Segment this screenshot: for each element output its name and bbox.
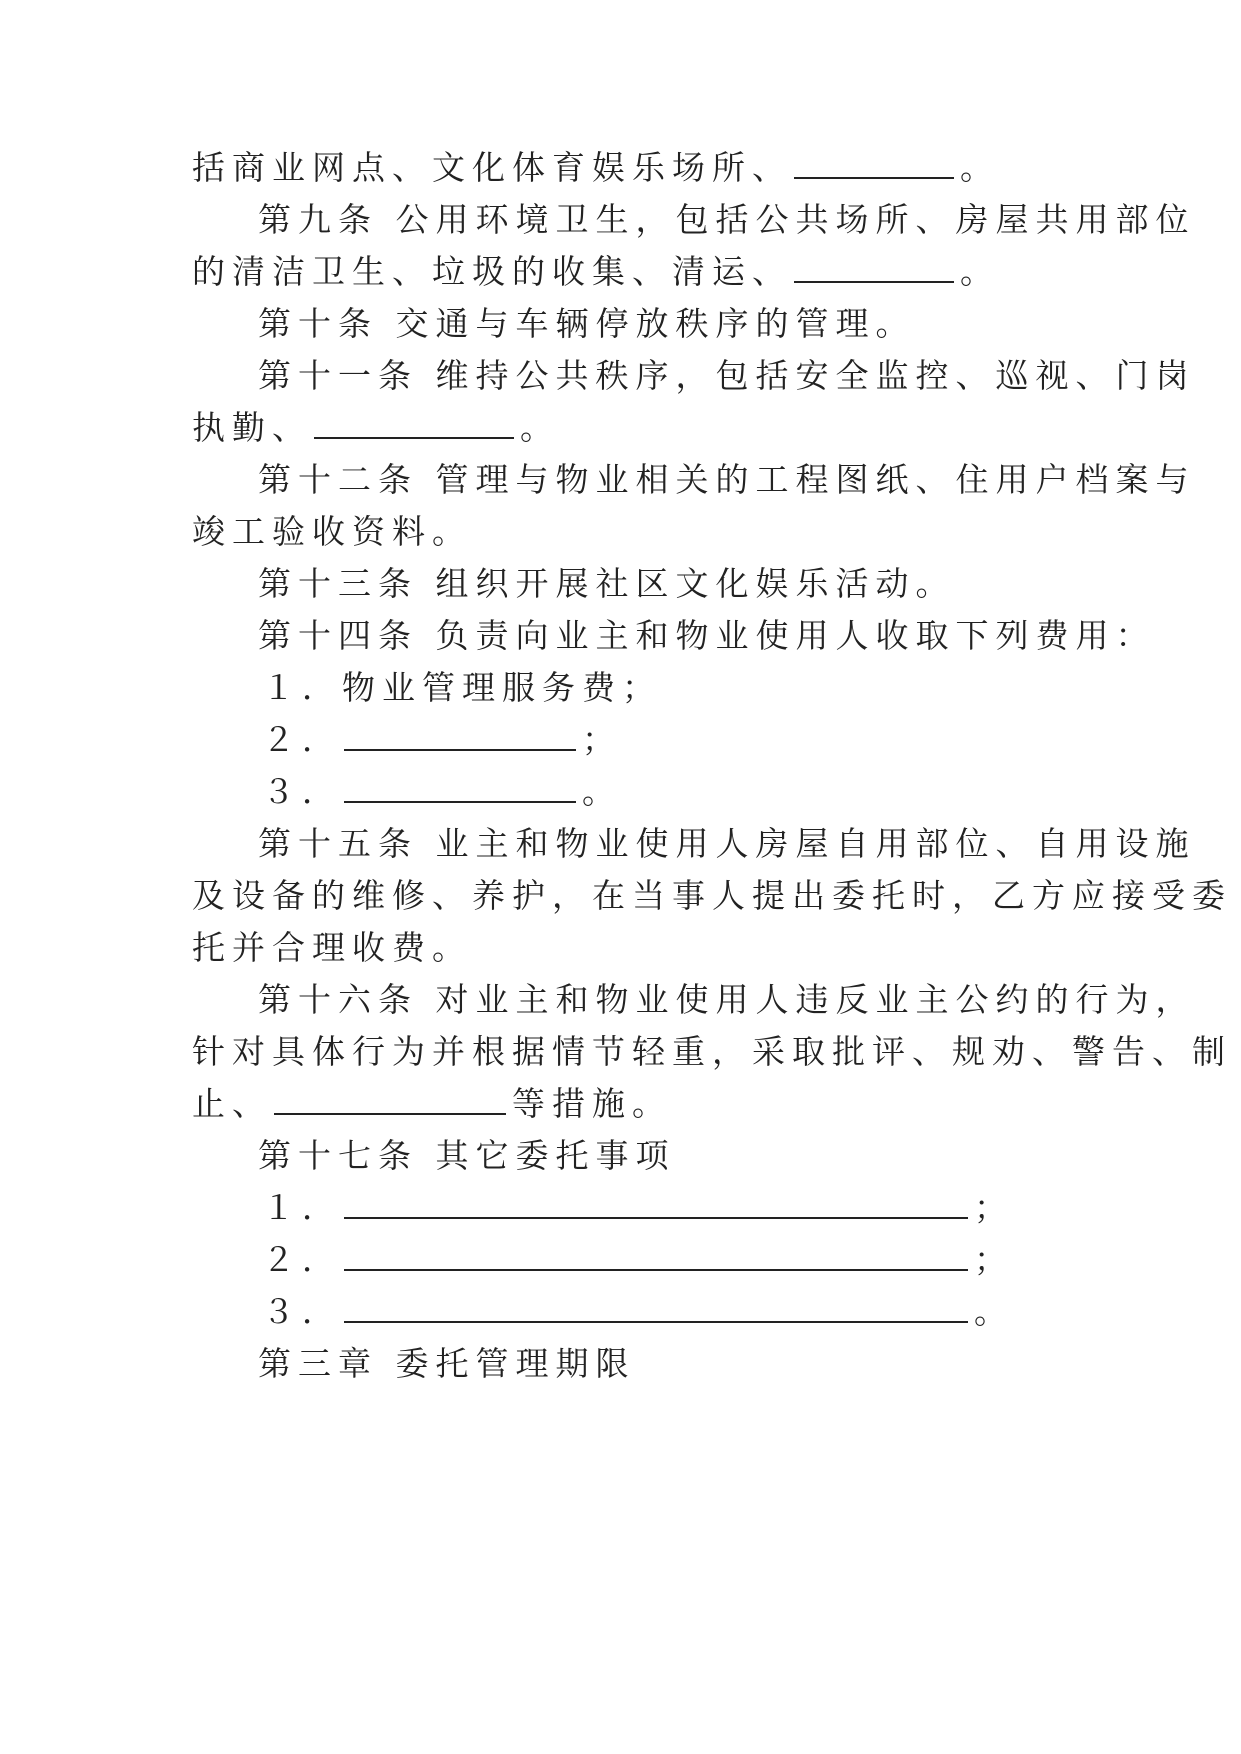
item-number: ３． — [262, 1292, 342, 1331]
list-item — [262, 772, 622, 812]
article-14-heading — [258, 616, 1156, 656]
line-end: 。 — [960, 252, 1000, 291]
fill-in-blank — [274, 1085, 506, 1115]
article-16-heading — [258, 980, 1196, 1020]
line-end: ； — [974, 1240, 1014, 1279]
text-line — [192, 408, 560, 448]
item-number: １． — [262, 1188, 342, 1227]
text-line — [192, 1084, 672, 1124]
article-13-heading — [258, 564, 956, 604]
fill-in-blank — [344, 1189, 968, 1219]
line-end: 。 — [974, 1292, 1014, 1331]
line-text: 第十条 交通与车辆停放秩序的管理。 — [258, 304, 916, 343]
article-9-heading — [258, 200, 1196, 240]
list-item — [262, 1240, 1014, 1280]
line-text: 第十五条 业主和物业使用人房屋自用部位、自用设施 — [258, 824, 1196, 863]
line-text: 第三章 委托管理期限 — [258, 1344, 636, 1383]
list-item — [262, 1188, 1014, 1228]
fill-in-blank — [344, 1241, 968, 1271]
article-15-heading — [258, 824, 1196, 864]
item-number: ２． — [262, 1240, 342, 1279]
line-text: 第十二条 管理与物业相关的工程图纸、住用户档案与 — [258, 460, 1196, 499]
text-line — [192, 876, 1232, 916]
line-text: 第十三条 组织开展社区文化娱乐活动。 — [258, 564, 956, 603]
fill-in-blank — [344, 721, 576, 751]
line-text: 第十一条 维持公共秩序，包括安全监控、巡视、门岗 — [258, 356, 1196, 395]
list-item — [262, 720, 622, 760]
item-number: ２． — [262, 720, 342, 759]
article-10-heading — [258, 304, 916, 344]
text-line — [192, 928, 472, 968]
line-text: 及设备的维修、养护，在当事人提出委托时，乙方应接受委 — [192, 876, 1232, 915]
text-line — [192, 252, 1000, 292]
line-end: ； — [974, 1188, 1014, 1227]
fill-in-blank — [314, 409, 514, 439]
fill-in-blank — [344, 1293, 968, 1323]
line-text: 第十六条 对业主和物业使用人违反业主公约的行为， — [258, 980, 1196, 1019]
line-text: 托并合理收费。 — [192, 928, 472, 967]
line-text: 的清洁卫生、垃圾的收集、清运、 — [192, 252, 792, 291]
item-number: ３． — [262, 772, 342, 811]
list-item — [262, 1292, 1014, 1332]
line-text: 第十四条 负责向业主和物业使用人收取下列费用： — [258, 616, 1156, 655]
line-text: １．物业管理服务费； — [262, 668, 662, 707]
line-end: 。 — [520, 408, 560, 447]
article-11-heading — [258, 356, 1196, 396]
article-17-heading — [258, 1136, 676, 1176]
line-text: 针对具体行为并根据情节轻重，采取批评、规劝、警告、制 — [192, 1032, 1232, 1071]
line-text: 第十七条 其它委托事项 — [258, 1136, 676, 1175]
line-end: ； — [582, 720, 622, 759]
fill-in-blank — [344, 773, 576, 803]
fill-in-blank — [794, 149, 954, 179]
line-end: 。 — [960, 148, 1000, 187]
line-text: 竣工验收资料。 — [192, 512, 472, 551]
line-text: 第九条 公用环境卫生，包括公共场所、房屋共用部位 — [258, 200, 1196, 239]
text-line — [192, 1032, 1232, 1072]
chapter-3-heading — [258, 1344, 636, 1384]
text-line — [192, 148, 1000, 188]
line-end: 。 — [582, 772, 622, 811]
text-line — [192, 512, 472, 552]
article-12-heading — [258, 460, 1196, 500]
line-text: 执勤、 — [192, 408, 312, 447]
line-text: 括商业网点、文化体育娱乐场所、 — [192, 148, 792, 187]
fill-in-blank — [794, 253, 954, 283]
line-end: 等措施。 — [512, 1084, 672, 1123]
line-text: 止、 — [192, 1084, 272, 1123]
list-item — [262, 668, 662, 708]
